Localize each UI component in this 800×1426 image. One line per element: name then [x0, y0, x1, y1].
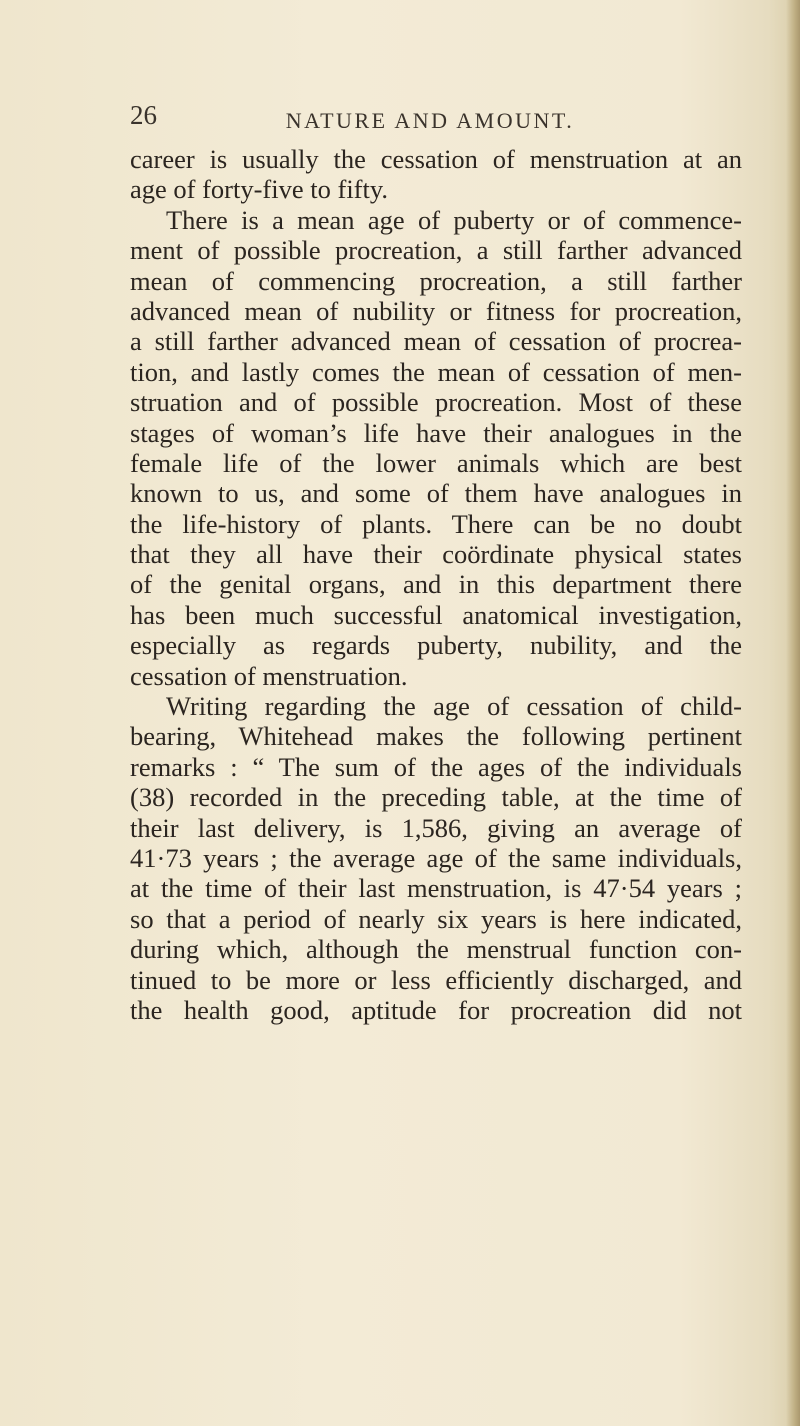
text-line: remarks : “ The sum of the ages of the individuals: [130, 751, 742, 782]
text-line: stages of woman’s life have their analogues in the: [130, 417, 742, 448]
text-line: at the time of their last menstruation, is 47·54 years ;: [130, 873, 742, 904]
text-line: age of forty-five to fifty.: [130, 174, 389, 205]
text-line: mean of commencing procreation, a still farther: [130, 265, 742, 296]
text-line: female life of the lower animals which are best: [130, 447, 742, 478]
page-binding-edge: [786, 0, 800, 1426]
text-line: 41·73 years ; the average age of the same individuals,: [130, 842, 742, 873]
text-line: that they all have their coördinate physical states: [130, 539, 742, 570]
text-line: the life-history of plants. There can be no doubt: [130, 508, 742, 539]
text-line: their last delivery, is 1,586, giving an average of: [130, 812, 742, 843]
text-line: struation and of possible procreation. Most of these: [130, 387, 742, 418]
paragraph-first-line: Writing regarding the age of cessation of child-: [166, 691, 742, 722]
paragraph-first-line: There is a mean age of puberty or of commence-: [166, 204, 742, 235]
text-line: the health good, aptitude for procreation did not: [130, 994, 742, 1025]
text-line: has been much successful anatomical investigation,: [130, 599, 742, 630]
text-line: of the genital organs, and in this department there: [130, 569, 742, 600]
page-header: [130, 100, 730, 140]
text-line: bearing, Whitehead makes the following pertinent: [130, 721, 742, 752]
text-line: during which, although the menstrual function con-: [130, 934, 742, 965]
text-line: advanced mean of nubility or fitness for procreation,: [130, 295, 742, 326]
text-line: especially as regards puberty, nubility, and the: [130, 630, 742, 661]
text-line: tinued to be more or less efficiently discharged, and: [130, 964, 742, 995]
running-head: NATURE AND AMOUNT.: [285, 108, 575, 133]
body-text: [130, 144, 742, 1025]
text-line: known to us, and some of them have analogues in: [130, 478, 742, 509]
text-line: ment of possible procreation, a still farther advanced: [130, 235, 742, 266]
text-line: career is usually the cessation of menstruation at an: [130, 144, 742, 174]
text-line: so that a period of nearly six years is here indicated,: [130, 903, 742, 934]
page-number: 26: [130, 100, 157, 130]
text-line: cessation of menstruation.: [130, 660, 408, 691]
text-line: tion, and lastly comes the mean of cessation of men-: [130, 356, 742, 387]
text-line: (38) recorded in the preceding table, at the time of: [130, 782, 742, 813]
text-line: a still farther advanced mean of cessation of procrea-: [130, 326, 742, 357]
